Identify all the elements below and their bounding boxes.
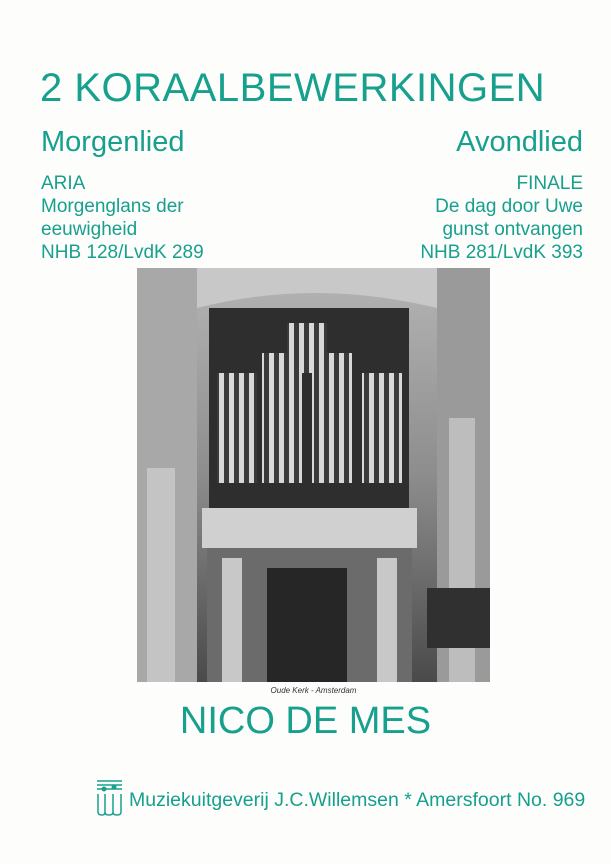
publisher-text: Muziekuitgeverij J.C.Willemsen * Amersfoort No. 969 [129, 788, 586, 811]
cover-title: 2 KORAALBEWERKINGEN [40, 66, 546, 110]
organ-photo [137, 268, 490, 682]
left-line: eeuwigheid [41, 219, 138, 240]
right-line: FINALE [516, 173, 583, 194]
photo-caption: Oude Kerk - Amsterdam [270, 686, 357, 695]
left-piece-details [41, 172, 204, 264]
left-line: NHB 128/LvdK 289 [41, 242, 204, 263]
right-line: NHB 281/LvdK 393 [420, 242, 583, 263]
right-line: De dag door Uwe [435, 196, 583, 217]
composer-name: NICO DE MES [179, 700, 432, 742]
right-piece-heading: Avondlied [456, 126, 583, 158]
left-piece-heading: Morgenlied [41, 126, 185, 158]
right-line: gunst ontvangen [442, 219, 583, 240]
publisher-logo-icon [96, 778, 123, 816]
left-line: ARIA [41, 173, 86, 194]
publisher-line [96, 778, 585, 816]
left-line: Morgenglans der [41, 196, 184, 217]
right-piece-details [420, 172, 583, 264]
